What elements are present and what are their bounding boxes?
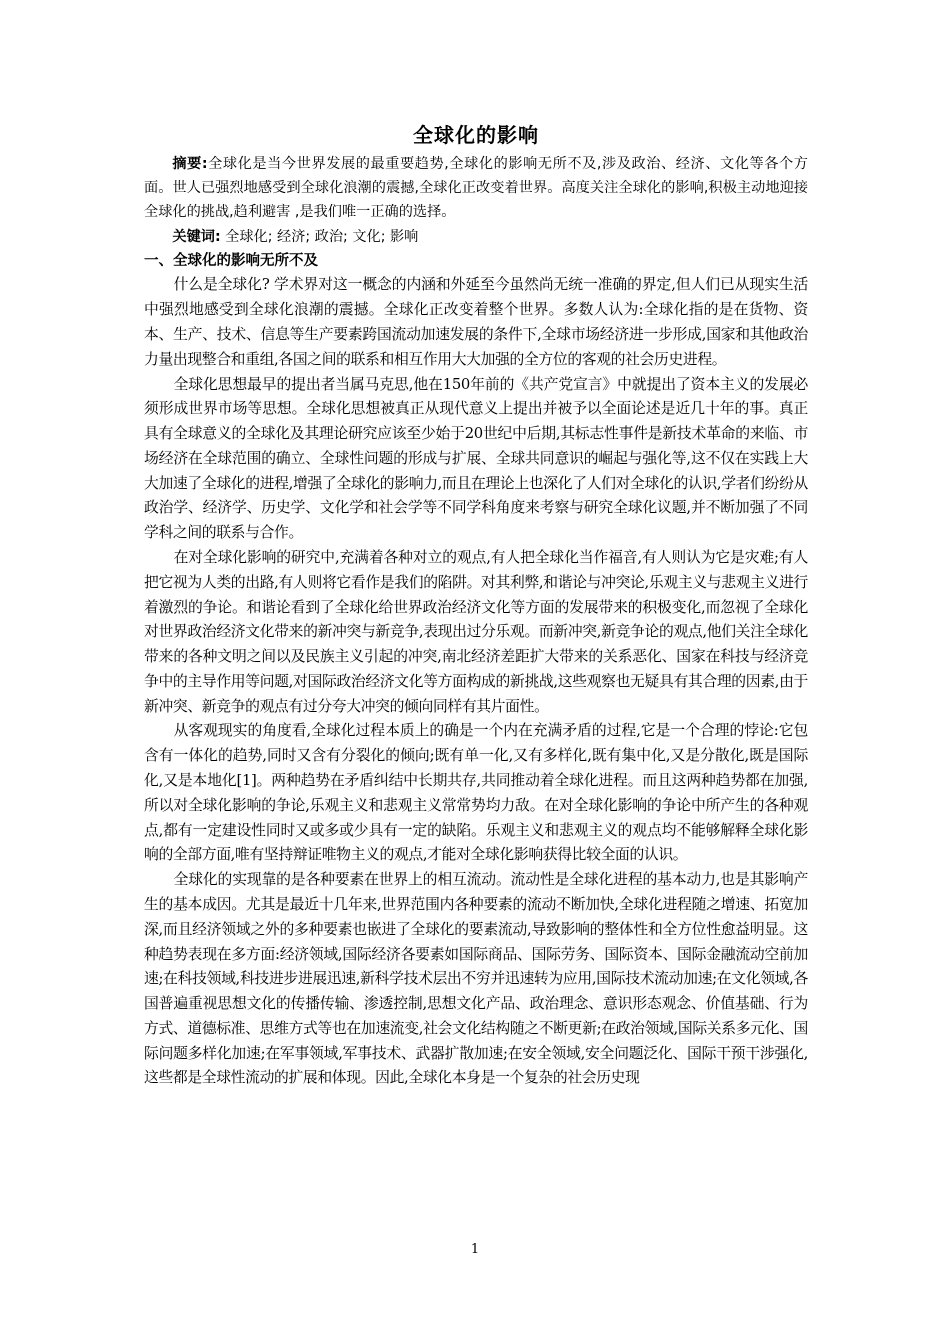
keywords-text: 全球化; 经济; 政治; 文化; 影响 xyxy=(220,228,419,245)
body-paragraph-2: 全球化思想最早的提出者当属马克思,他在150年前的《共产党宣言》中就提出了资本主义的发展必须形成世界市场等思想。全球化思想被真正从现代意义上提出并被予以全面论述是近几十年的事。真正具有全球意义的全球化及其理论研究应该至少始于20世纪中后期,其标志性事件是新技术革命的来临、市场经济在全球范围的确立、全球性问题的形成与扩展、全球共同意识的崛起与强化等,这不仅在实践上大大加速了全球化的进程,增强了全球化的影响力,而且在理论上也深化了人们对全球化的认识,学者们纷纷从政治学、经济学、历史学、文化学和社会学等不同学科角度来考察与研究全球化议题,并不断加强了不同学科之间的联系与合作。 xyxy=(144,375,808,542)
section-heading: 一、全球化的影响无所不及 xyxy=(144,252,318,269)
document-title: 全球化的影响 xyxy=(413,123,539,147)
body-paragraph-4: 从客观现实的角度看,全球化过程本质上的确是一个内在充满矛盾的过程,它是一个合理的悖论:它包含有一体化的趋势,同时又含有分裂化的倾向;既有单一化,又有多样化,既有集中化,又是分散化,既是国际化,又是本地化[1]。两种趋势在矛盾纠结中长期共存,共同推动着全球化进程。而且这两种趋势都在加强,所以对全球化影响的争论,乐观主义和悲观主义常常势均力敌。在对全球化影响的争论中所产生的各种观点,都有一定建设性同时又或多或少具有一定的缺陷。乐观主义和悲观主义的观点均不能够解释全球化影响的全部方面,唯有坚持辩证唯物主义的观点,才能对全球化影响获得比较全面的认识。 xyxy=(144,722,808,864)
keywords-label: 关键词: xyxy=(172,228,221,245)
page-number: 1 xyxy=(470,1242,480,1257)
body-paragraph-5: 全球化的实现靠的是各种要素在世界上的相互流动。流动性是全球化进程的基本动力,也是其影响产生的基本成因。尤其是最近十几年来,世界范围内各种要素的流动不断加快,全球化进程随之增速、拓宽加深,而且经济领域之外的多种要素也嵌进了全球化的要素流动,导致影响的整体性和全方位性愈益明显。这种趋势表现在多方面:经济领域,国际经济各要素如国际商品、国际劳务、国际资本、国际金融流动空前加速;在科技领域,科技进步进展迅速,新科学技术层出不穷并迅速转为应用,国际技术流动加速;在文化领域,各国普遍重视思想文化的传播传输、渗透控制,思想文化产品、政治理念、意识形态观念、价值基础、行为方式、道德标准、思维方式等也在加速流变,社会文化结构随之不断更新;在政治领域,国际关系多元化、国际问题多样化加速;在军事领域,军事技术、武器扩散加速;在安全领域,安全问题泛化、国际干预干涉强化,这些都是全球性流动的扩展和体现。因此,全球化本身是一个复杂的社会历史现 xyxy=(144,871,808,1087)
abstract-text: 全球化是当今世界发展的最重要趋势,全球化的影响无所不及,涉及政治、经济、文化等各个方面。世人已强烈地感受到全球化浪潮的震撼,全球化正改变着世界。高度关注全球化的影响,积极主动地迎接全球化的挑战,趋利避害 ,是我们唯一正确的选择。 xyxy=(144,156,808,221)
abstract-paragraph xyxy=(144,152,808,225)
keywords-paragraph xyxy=(144,225,808,249)
document-page xyxy=(144,118,808,1091)
abstract-label: 摘要: xyxy=(172,156,208,172)
body-paragraph-1: 什么是全球化? 学术界对这一概念的内涵和外延至今虽然尚无统一准确的界定,但人们已从现实生活中强烈地感受到全球化浪潮的震撼。全球化正改变着整个世界。多数人认为:全球化指的是在货物、资本、生产、技术、信息等生产要素跨国流动加速发展的条件下,全球市场经济进一步形成,国家和其他政治力量出现整合和重组,各国之间的联系和相互作用大大加强的全方位的客观的社会历史进程。 xyxy=(144,276,808,368)
body-paragraph-3: 在对全球化影响的研究中,充满着各种对立的观点,有人把全球化当作福音,有人则认为它是灾难;有人把它视为人类的出路,有人则将它看作是我们的陷阱。对其利弊,和谐论与冲突论,乐观主义与悲观主义进行着激烈的争论。和谐论看到了全球化给世界政治经济文化等方面的发展带来的积极变化,而忽视了全球化对世界政治经济文化带来的新冲突与新竞争,表现出过分乐观。而新冲突,新竞争论的观点,他们关注全球化带来的各种文明之间以及民族主义引起的冲突,南北经济差距扩大带来的关系恶化、国家在科技与经济竞争中的主导作用等问题,对国际政治经济文化等方面构成的新挑战,这些观察也无疑具有其合理的因素,由于新冲突、新竞争的观点有过分夸大冲突的倾向同样有其片面性。 xyxy=(144,549,808,715)
